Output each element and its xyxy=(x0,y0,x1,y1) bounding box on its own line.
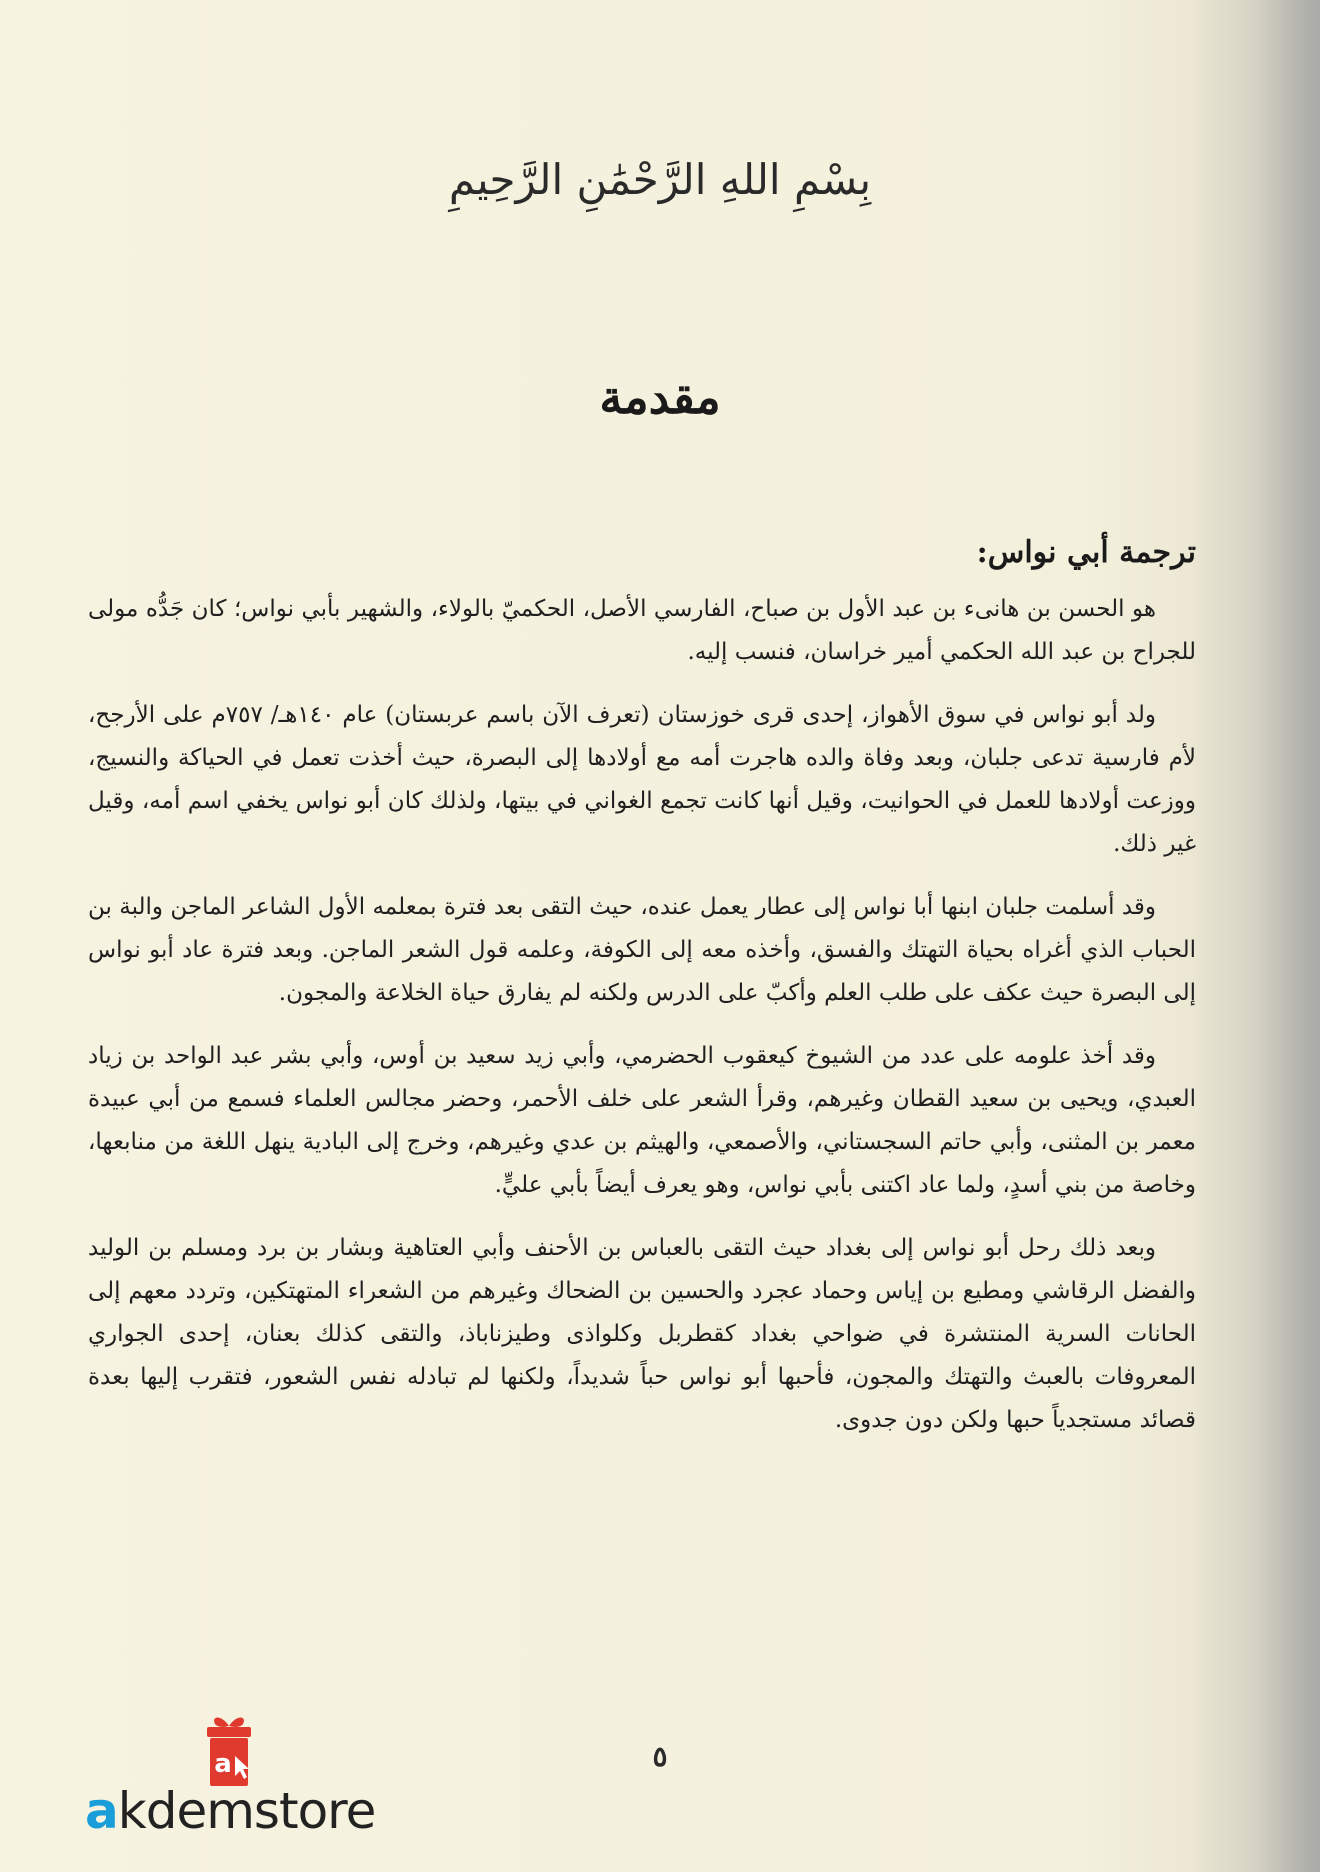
paragraph-3: وقد أسلمت جلبان ابنها أبا نواس إلى عطار يعمل عنده، حيث التقى بعد فترة بمعلمه الأول الشاعر الماجن والبة بن الحباب الذي أغراه بحياة التهتك والفسق، وأخذه معه إلى الكوفة، وعلمه قول الشعر الماجن. وبعد فترة عاد أبو نواس إلى البصرة حيث عكف على طلب العلم وأكبّ على الدرس ولكنه لم يفارق حياة الخلاعة والمجون. xyxy=(88,894,1196,1006)
paragraph-2: ولد أبو نواس في سوق الأهواز، إحدى قرى خوزستان (تعرف الآن باسم عربستان) عام ١٤٠هـ/ ٧٥٧م على الأرجح، لأم فارسية تدعى جلبان، وبعد وفاة والده هاجرت أمه مع أولادها إلى البصرة، حيث أخذت تعمل في الحياكة والنسيج، ووزعت أولادها للعمل في الحوانيت، وقيل أنها كانت تجمع الغواني في بيتها، ولذلك كان أبو نواس يخفي اسم أمه، وقيل غير ذلك. xyxy=(88,702,1196,857)
page-title: مقدمة xyxy=(599,370,721,424)
brand-name-rest: kdemstore xyxy=(117,1782,376,1840)
brand-letter-a: a xyxy=(85,1782,118,1840)
paragraph-5: وبعد ذلك رحل أبو نواس إلى بغداد حيث التقى بالعباس بن الأحنف وأبي العتاهية وبشار بن برد ومسلم بن الوليد والفضل الرقاشي ومطيع بن إياس وحماد عجرد والحسين بن الضحاك وغيرهم من الشعراء المتهتكين، وتردد معهم إلى الحانات السرية المنتشرة في ضواحي بغداد كقطربل وكلواذى وطيزناباذ، والتقى كذلك بعنان، إحدى الجواري المعروفات بالعبث والتهتك والمجون، فأحبها أبو نواس حباً شديداً، ولكنها لم تبادله نفس الشعور، فتقرب إليها بعدة قصائد مستجدياً حبها ولكن دون جدوى. xyxy=(88,1235,1196,1433)
page-number: ٥ xyxy=(652,1740,668,1773)
paragraph-1: هو الحسن بن هانىء بن عبد الأول بن صباح، الفارسي الأصل، الحكميّ بالولاء، والشهير بأبي نواس؛ كان جَدُّه مولى للجراح بن عبد الله الحكمي أمير خراسان، فنسب إليه. xyxy=(88,596,1196,665)
brand-wordmark xyxy=(85,1782,375,1840)
section-heading: ترجمة أبي نواس: xyxy=(976,535,1196,570)
akdemstore-logo xyxy=(85,1710,405,1840)
basmala-heading: بِسْمِ اللهِ الرَّحْمَٰنِ الرَّحِيمِ xyxy=(448,155,872,204)
gift-box-icon xyxy=(203,1710,255,1790)
body-content xyxy=(88,535,1196,1462)
gift-box-letter: a xyxy=(214,1749,232,1779)
paragraph-4: وقد أخذ علومه على عدد من الشيوخ كيعقوب الحضرمي، وأبي زيد سعيد بن أوس، وأبي بشر عبد الواحد بن زياد العبدي، ويحيى بن سعيد القطان وغيرهم، وقرأ الشعر على خلف الأحمر، وحضر مجالس العلماء فسمع من أبي عبيدة معمر بن المثنى، وأبي حاتم السجستاني، والأصمعي، والهيثم بن عدي وغيرهم، وخرج إلى البادية ينهل اللغة من منابعها، وخاصة من بني أسدٍ، ولما عاد اكتنى بأبي نواس، وهو يعرف أيضاً بأبي عليٍّ. xyxy=(88,1043,1196,1198)
